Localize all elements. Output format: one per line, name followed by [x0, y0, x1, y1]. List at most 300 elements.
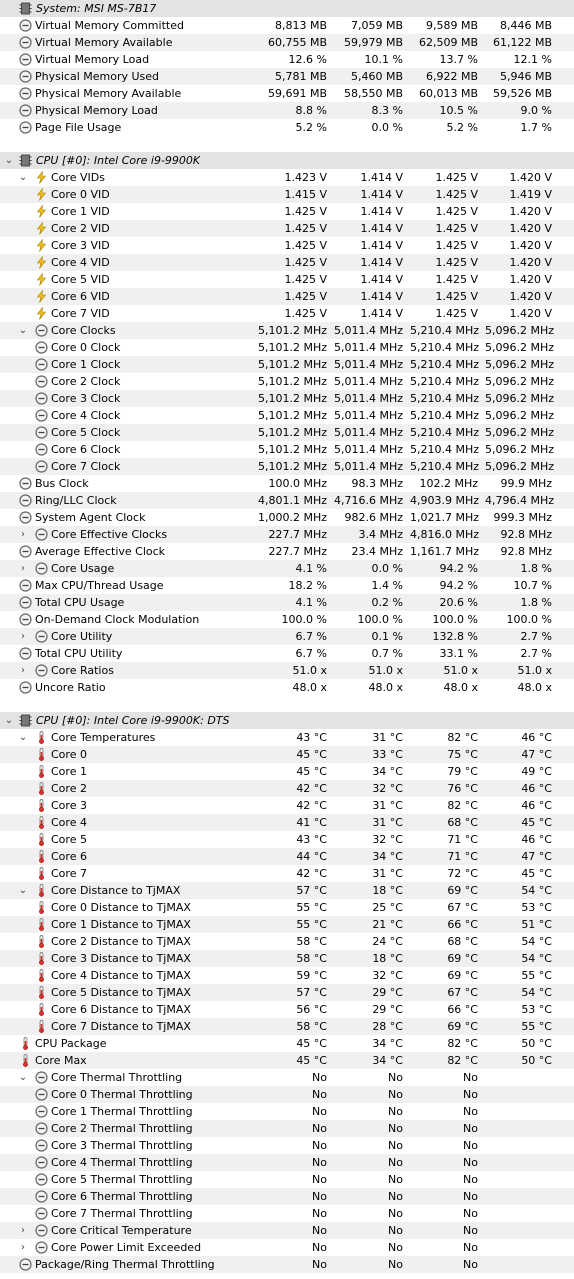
- sensor-label: Max CPU/Thread Usage: [35, 579, 164, 592]
- group-title: System: MSI MS-7B17: [36, 2, 157, 15]
- sensor-row[interactable]: [0, 1154, 574, 1171]
- sensor-row[interactable]: [0, 967, 574, 984]
- chevron-right-icon[interactable]: ›: [21, 563, 25, 574]
- chevron-right-icon[interactable]: ›: [21, 1225, 25, 1236]
- chevron-right-icon[interactable]: ›: [21, 665, 25, 676]
- value-average: 51 °C: [521, 918, 552, 931]
- sensor-row[interactable]: [0, 390, 574, 407]
- value-minimum: 32 °C: [372, 782, 403, 795]
- value-maximum: 4,816.0 MHz: [410, 528, 480, 541]
- group-title: CPU [#0]: Intel Core i9-9900K: [36, 154, 201, 167]
- sensor-label: Core 0 VID: [51, 188, 110, 201]
- sensor-row[interactable]: [0, 34, 574, 51]
- value-minimum: 98.3 MHz: [351, 477, 403, 490]
- value-maximum: 1.425 V: [435, 222, 478, 235]
- value-minimum: 18 °C: [372, 952, 403, 965]
- value-minimum: 28 °C: [372, 1020, 403, 1033]
- sensor-row[interactable]: [0, 882, 574, 899]
- sensor-row[interactable]: [0, 662, 574, 679]
- value-maximum: 1.425 V: [435, 171, 478, 184]
- sensor-row[interactable]: [0, 441, 574, 458]
- value-maximum: 82 °C: [447, 799, 478, 812]
- gauge-icon: [35, 1156, 48, 1169]
- value-maximum: 10.5 %: [439, 104, 478, 117]
- value-minimum: 34 °C: [372, 765, 403, 778]
- value-average: 1.8 %: [520, 596, 552, 609]
- value-maximum: No: [463, 1071, 478, 1084]
- value-current: 1.425 V: [284, 273, 327, 286]
- bolt-icon: [35, 256, 48, 269]
- sensor-label: Core 1 Clock: [51, 358, 121, 371]
- sensor-row[interactable]: [0, 526, 574, 543]
- value-minimum: No: [388, 1258, 403, 1271]
- sensor-row[interactable]: [0, 237, 574, 254]
- thermometer-icon: [19, 1037, 32, 1050]
- sensor-label: Virtual Memory Load: [35, 53, 150, 66]
- value-minimum: 1.414 V: [360, 222, 403, 235]
- bolt-icon: [35, 239, 48, 252]
- value-average: 46 °C: [521, 799, 552, 812]
- value-minimum: 10.1 %: [364, 53, 403, 66]
- sensor-row[interactable]: [0, 85, 574, 102]
- sensor-row[interactable]: [0, 271, 574, 288]
- sensor-label: Core Distance to TjMAX: [51, 884, 181, 897]
- thermometer-icon: [35, 1020, 48, 1033]
- value-maximum: 5,210.4 MHz: [410, 375, 480, 388]
- value-current: 45 °C: [296, 765, 327, 778]
- value-current: 5,101.2 MHz: [258, 426, 328, 439]
- thermometer-icon: [35, 918, 48, 931]
- value-minimum: 1.414 V: [360, 171, 403, 184]
- chip-icon: [19, 154, 32, 167]
- value-minimum: 5,011.4 MHz: [334, 409, 404, 422]
- value-minimum: 24 °C: [372, 935, 403, 948]
- sensor-label: Core 2 Clock: [51, 375, 121, 388]
- value-maximum: No: [463, 1105, 478, 1118]
- value-minimum: 5,460 MB: [350, 70, 403, 83]
- sensor-row[interactable]: [0, 119, 574, 136]
- value-maximum: 5,210.4 MHz: [410, 324, 480, 337]
- value-current: 45 °C: [296, 748, 327, 761]
- value-current: 48.0 x: [292, 681, 327, 694]
- gauge-icon: [35, 1139, 48, 1152]
- sensor-row[interactable]: [0, 1137, 574, 1154]
- sensor-row[interactable]: [0, 1188, 574, 1205]
- sensor-row[interactable]: [0, 322, 574, 339]
- sensor-row[interactable]: [0, 17, 574, 34]
- value-maximum: No: [463, 1241, 478, 1254]
- value-current: 5,101.2 MHz: [258, 324, 328, 337]
- sensor-label: Core 6 Distance to TjMAX: [51, 1003, 191, 1016]
- chevron-down-icon[interactable]: ⌄: [18, 1072, 28, 1083]
- value-maximum: No: [463, 1258, 478, 1271]
- sensor-label: Core 5 Thermal Throttling: [51, 1173, 193, 1186]
- sensor-row[interactable]: [0, 254, 574, 271]
- sensor-row[interactable]: [0, 594, 574, 611]
- value-minimum: 48.0 x: [368, 681, 403, 694]
- value-average: 54 °C: [521, 952, 552, 965]
- value-current: No: [312, 1207, 327, 1220]
- value-maximum: 69 °C: [447, 969, 478, 982]
- value-maximum: No: [463, 1122, 478, 1135]
- value-minimum: 5,011.4 MHz: [334, 341, 404, 354]
- sensor-row[interactable]: [0, 1205, 574, 1222]
- sensor-label: Ring/LLC Clock: [35, 494, 117, 507]
- gauge-icon: [19, 613, 32, 626]
- sensor-label: Physical Memory Load: [35, 104, 158, 117]
- value-minimum: 5,011.4 MHz: [334, 392, 404, 405]
- value-minimum: 25 °C: [372, 901, 403, 914]
- value-maximum: 5,210.4 MHz: [410, 341, 480, 354]
- value-maximum: 82 °C: [447, 1054, 478, 1067]
- value-maximum: No: [463, 1173, 478, 1186]
- value-current: 43 °C: [296, 833, 327, 846]
- value-maximum: 66 °C: [447, 1003, 478, 1016]
- bolt-icon: [35, 290, 48, 303]
- thermometer-icon: [35, 952, 48, 965]
- value-current: 5,101.2 MHz: [258, 409, 328, 422]
- sensor-row[interactable]: [0, 628, 574, 645]
- sensor-row[interactable]: [0, 458, 574, 475]
- value-average: 9.0 %: [520, 104, 552, 117]
- chevron-right-icon[interactable]: ›: [21, 529, 25, 540]
- sensor-row[interactable]: [0, 475, 574, 492]
- sensor-label: Core 3 VID: [51, 239, 110, 252]
- sensor-row[interactable]: [0, 203, 574, 220]
- sensor-row[interactable]: [0, 950, 574, 967]
- value-maximum: 94.2 %: [439, 579, 478, 592]
- chevron-down-icon[interactable]: ⌄: [18, 732, 28, 743]
- value-average: 54 °C: [521, 884, 552, 897]
- sensor-label: Core 1 Thermal Throttling: [51, 1105, 193, 1118]
- sensor-label: Core 4 Thermal Throttling: [51, 1156, 193, 1169]
- sensor-row[interactable]: [0, 933, 574, 950]
- value-current: 100.0 MHz: [268, 477, 327, 490]
- sensor-row[interactable]: [0, 186, 574, 203]
- sensor-row[interactable]: [0, 102, 574, 119]
- value-current: No: [312, 1105, 327, 1118]
- value-average: 5,096.2 MHz: [485, 392, 555, 405]
- sensor-row[interactable]: [0, 68, 574, 85]
- sensor-row[interactable]: [0, 1171, 574, 1188]
- value-minimum: 32 °C: [372, 969, 403, 982]
- value-current: 5,101.2 MHz: [258, 375, 328, 388]
- value-minimum: 31 °C: [372, 799, 403, 812]
- value-minimum: 32 °C: [372, 833, 403, 846]
- sensor-label: Core VIDs: [51, 171, 105, 184]
- value-current: 56 °C: [296, 1003, 327, 1016]
- value-current: No: [312, 1241, 327, 1254]
- sensor-row[interactable]: [0, 356, 574, 373]
- value-maximum: 5.2 %: [446, 121, 478, 134]
- value-minimum: 1.414 V: [360, 290, 403, 303]
- value-average: 100.0 %: [506, 613, 552, 626]
- value-maximum: 5,210.4 MHz: [410, 392, 480, 405]
- sensor-label: Core 6 Thermal Throttling: [51, 1190, 193, 1203]
- sensor-label: Core 4 Clock: [51, 409, 121, 422]
- sensor-row[interactable]: [0, 1001, 574, 1018]
- sensor-label: On-Demand Clock Modulation: [35, 613, 200, 626]
- sensor-row[interactable]: [0, 831, 574, 848]
- sensor-row[interactable]: [0, 611, 574, 628]
- value-maximum: No: [463, 1224, 478, 1237]
- sensor-label: Virtual Memory Committed: [35, 19, 184, 32]
- value-current: 1,000.2 MHz: [258, 511, 328, 524]
- value-average: 46 °C: [521, 782, 552, 795]
- value-maximum: 5,210.4 MHz: [410, 443, 480, 456]
- sensor-label: Core 4 Distance to TjMAX: [51, 969, 191, 982]
- value-maximum: 69 °C: [447, 884, 478, 897]
- value-current: 51.0 x: [292, 664, 327, 677]
- chevron-down-icon[interactable]: ⌄: [18, 325, 28, 336]
- value-average: 1.420 V: [509, 222, 552, 235]
- sensor-row[interactable]: [0, 1035, 574, 1052]
- gauge-icon: [19, 647, 32, 660]
- value-current: 58 °C: [296, 935, 327, 948]
- gauge-icon: [19, 104, 32, 117]
- value-minimum: 29 °C: [372, 1003, 403, 1016]
- value-maximum: 5,210.4 MHz: [410, 409, 480, 422]
- sensor-row[interactable]: [0, 1239, 574, 1256]
- value-minimum: No: [388, 1156, 403, 1169]
- sensor-label: Core 6 Clock: [51, 443, 121, 456]
- value-current: 1.425 V: [284, 239, 327, 252]
- value-current: 5,101.2 MHz: [258, 460, 328, 473]
- sensor-label: Uncore Ratio: [35, 681, 106, 694]
- value-minimum: 7,059 MB: [350, 19, 403, 32]
- sensor-row[interactable]: [0, 1069, 574, 1086]
- sensor-label: Core 5 Distance to TjMAX: [51, 986, 191, 999]
- value-minimum: No: [388, 1224, 403, 1237]
- sensor-label: Core 2 Thermal Throttling: [51, 1122, 193, 1135]
- chevron-down-icon[interactable]: ⌄: [18, 172, 28, 183]
- value-maximum: 69 °C: [447, 1020, 478, 1033]
- sensor-row[interactable]: [0, 492, 574, 509]
- value-maximum: 1.425 V: [435, 256, 478, 269]
- group-header[interactable]: [0, 0, 574, 17]
- sensor-row[interactable]: [0, 984, 574, 1001]
- value-average: 48.0 x: [517, 681, 552, 694]
- value-maximum: No: [463, 1190, 478, 1203]
- value-current: No: [312, 1139, 327, 1152]
- value-average: 46 °C: [521, 833, 552, 846]
- chevron-right-icon[interactable]: ›: [21, 631, 25, 642]
- sensor-row[interactable]: [0, 899, 574, 916]
- value-average: 5,096.2 MHz: [485, 443, 555, 456]
- sensor-row[interactable]: [0, 305, 574, 322]
- sensor-row[interactable]: [0, 577, 574, 594]
- sensor-label: Physical Memory Used: [35, 70, 160, 83]
- gauge-icon: [35, 1241, 48, 1254]
- value-average: 1.7 %: [520, 121, 552, 134]
- sensor-label: Core 5: [51, 833, 87, 846]
- value-maximum: No: [463, 1207, 478, 1220]
- group-header[interactable]: [0, 152, 574, 169]
- value-average: 51.0 x: [517, 664, 552, 677]
- value-minimum: 1.414 V: [360, 307, 403, 320]
- sensor-row[interactable]: [0, 1222, 574, 1239]
- value-current: No: [312, 1190, 327, 1203]
- sensor-label: Core Utility: [51, 630, 113, 643]
- group-title: CPU [#0]: Intel Core i9-9900K: DTS: [36, 714, 230, 727]
- value-minimum: 1.414 V: [360, 256, 403, 269]
- sensor-row[interactable]: [0, 560, 574, 577]
- sensor-row[interactable]: [0, 916, 574, 933]
- sensor-row[interactable]: [0, 1120, 574, 1137]
- sensor-label: System Agent Clock: [35, 511, 146, 524]
- value-maximum: 68 °C: [447, 935, 478, 948]
- value-minimum: 21 °C: [372, 918, 403, 931]
- sensor-row[interactable]: [0, 407, 574, 424]
- value-maximum: 102.2 MHz: [419, 477, 478, 490]
- value-minimum: 1.414 V: [360, 273, 403, 286]
- value-average: 50 °C: [521, 1054, 552, 1067]
- value-maximum: 71 °C: [447, 833, 478, 846]
- value-average: 2.7 %: [520, 647, 552, 660]
- sensor-label: Core 4: [51, 816, 87, 829]
- sensor-label: Core 5 VID: [51, 273, 110, 286]
- sensor-row[interactable]: [0, 1052, 574, 1069]
- bolt-icon: [35, 307, 48, 320]
- chip-icon: [19, 2, 32, 15]
- value-minimum: 0.2 %: [371, 596, 403, 609]
- value-minimum: No: [388, 1139, 403, 1152]
- value-current: 100.0 %: [281, 613, 327, 626]
- thermometer-icon: [35, 782, 48, 795]
- gauge-icon: [35, 630, 48, 643]
- gauge-icon: [19, 121, 32, 134]
- sensor-row[interactable]: [0, 543, 574, 560]
- value-average: 54 °C: [521, 935, 552, 948]
- value-minimum: 5,011.4 MHz: [334, 324, 404, 337]
- sensor-label: Core 0 Clock: [51, 341, 121, 354]
- gauge-icon: [19, 477, 32, 490]
- sensor-row[interactable]: [0, 424, 574, 441]
- value-maximum: 68 °C: [447, 816, 478, 829]
- value-minimum: 59,979 MB: [343, 36, 403, 49]
- value-minimum: 100.0 %: [357, 613, 403, 626]
- value-maximum: 48.0 x: [443, 681, 478, 694]
- value-current: 1.415 V: [284, 188, 327, 201]
- value-current: No: [312, 1224, 327, 1237]
- value-minimum: No: [388, 1207, 403, 1220]
- gauge-icon: [35, 1122, 48, 1135]
- value-minimum: No: [388, 1105, 403, 1118]
- value-average: 1.420 V: [509, 307, 552, 320]
- sensor-label: Core 2: [51, 782, 87, 795]
- sensor-row[interactable]: [0, 1018, 574, 1035]
- collapse-chevron-icon[interactable]: ⌄: [4, 715, 14, 726]
- value-minimum: 8.3 %: [371, 104, 403, 117]
- value-average: 5,946 MB: [499, 70, 552, 83]
- gauge-icon: [19, 596, 32, 609]
- sensor-row[interactable]: [0, 645, 574, 662]
- sensor-row[interactable]: [0, 169, 574, 186]
- value-average: 1.420 V: [509, 290, 552, 303]
- value-current: 45 °C: [296, 1054, 327, 1067]
- value-average: 47 °C: [521, 748, 552, 761]
- bolt-icon: [35, 222, 48, 235]
- sensor-label: Core 7 Thermal Throttling: [51, 1207, 193, 1220]
- sensor-row[interactable]: [0, 288, 574, 305]
- sensor-row[interactable]: [0, 679, 574, 696]
- sensor-row[interactable]: [0, 814, 574, 831]
- sensor-row[interactable]: [0, 797, 574, 814]
- sensor-label: Core 3 Clock: [51, 392, 121, 405]
- sensor-row[interactable]: [0, 865, 574, 882]
- sensor-row[interactable]: [0, 763, 574, 780]
- value-maximum: 9,589 MB: [425, 19, 478, 32]
- thermometer-icon: [35, 867, 48, 880]
- value-minimum: 1.414 V: [360, 188, 403, 201]
- gauge-icon: [35, 1071, 48, 1084]
- sensor-row[interactable]: [0, 51, 574, 68]
- value-average: 4,796.4 MHz: [485, 494, 555, 507]
- thermometer-icon: [35, 986, 48, 999]
- sensor-row[interactable]: [0, 1256, 574, 1273]
- sensor-row[interactable]: [0, 746, 574, 763]
- collapse-chevron-icon[interactable]: ⌄: [4, 155, 14, 166]
- sensor-row[interactable]: [0, 729, 574, 746]
- sensor-row[interactable]: [0, 1086, 574, 1103]
- gauge-icon: [19, 36, 32, 49]
- group-header[interactable]: [0, 712, 574, 729]
- sensor-row[interactable]: [0, 848, 574, 865]
- value-minimum: 34 °C: [372, 1037, 403, 1050]
- gauge-icon: [19, 87, 32, 100]
- value-average: 1.420 V: [509, 256, 552, 269]
- sensor-label: Core Temperatures: [51, 731, 156, 744]
- sensor-row[interactable]: [0, 220, 574, 237]
- sensor-row[interactable]: [0, 1103, 574, 1120]
- thermometer-icon: [35, 935, 48, 948]
- value-minimum: 1.414 V: [360, 239, 403, 252]
- value-average: 47 °C: [521, 850, 552, 863]
- thermometer-icon: [35, 884, 48, 897]
- value-minimum: 3.4 MHz: [358, 528, 403, 541]
- value-minimum: 18 °C: [372, 884, 403, 897]
- sensor-row[interactable]: [0, 780, 574, 797]
- bolt-icon: [35, 205, 48, 218]
- value-maximum: 1.425 V: [435, 273, 478, 286]
- value-average: 1.420 V: [509, 239, 552, 252]
- thermometer-icon: [19, 1054, 32, 1067]
- value-average: 50 °C: [521, 1037, 552, 1050]
- value-current: 44 °C: [296, 850, 327, 863]
- chevron-down-icon[interactable]: ⌄: [18, 885, 28, 896]
- value-maximum: 51.0 x: [443, 664, 478, 677]
- sensor-row[interactable]: [0, 509, 574, 526]
- value-current: 5,101.2 MHz: [258, 392, 328, 405]
- value-minimum: 982.6 MHz: [344, 511, 403, 524]
- value-average: 99.9 MHz: [500, 477, 552, 490]
- value-minimum: No: [388, 1122, 403, 1135]
- sensor-label: Core 7 VID: [51, 307, 110, 320]
- value-minimum: 1.414 V: [360, 205, 403, 218]
- value-maximum: 67 °C: [447, 986, 478, 999]
- sensor-row[interactable]: [0, 373, 574, 390]
- value-minimum: 0.1 %: [371, 630, 403, 643]
- value-current: 227.7 MHz: [268, 545, 327, 558]
- gauge-icon: [19, 681, 32, 694]
- chevron-right-icon[interactable]: ›: [21, 1242, 25, 1253]
- sensor-row[interactable]: [0, 339, 574, 356]
- value-minimum: 5,011.4 MHz: [334, 460, 404, 473]
- value-average: 10.7 %: [513, 579, 552, 592]
- gauge-icon: [19, 511, 32, 524]
- value-current: 5.2 %: [295, 121, 327, 134]
- sensor-label: Core Critical Temperature: [51, 1224, 192, 1237]
